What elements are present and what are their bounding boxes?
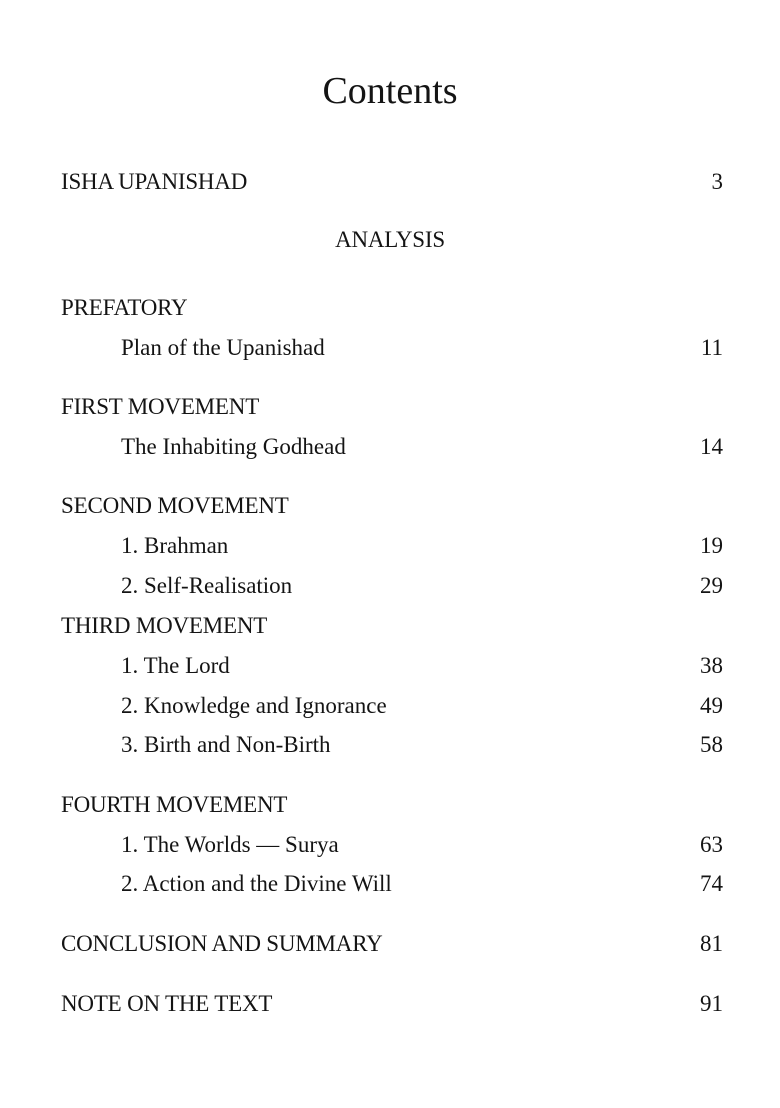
toc-label: 3. Birth and Non-Birth [121, 732, 331, 757]
toc-label: PREFATORY [61, 295, 188, 320]
toc-label: 2. Action and the Divine Will [121, 871, 392, 896]
toc-entry-isha-upanishad[interactable] [0, 166, 780, 198]
toc-label: FIRST MOVEMENT [61, 394, 260, 419]
section-heading-analysis: ANALYSIS [335, 227, 445, 252]
toc-page-number: 29 [700, 573, 723, 598]
toc-label: The Inhabiting Godhead [121, 434, 346, 459]
toc-entry-worlds-surya[interactable] [0, 829, 780, 861]
toc-entry-birth-non-birth[interactable] [0, 729, 780, 761]
toc-page-number: 3 [711, 169, 723, 194]
toc-page-number: 49 [700, 693, 723, 718]
toc-page-number: 74 [700, 871, 723, 896]
toc-label: NOTE ON THE TEXT [61, 991, 273, 1016]
page-title: Contents [322, 70, 458, 112]
toc-label: CONCLUSION AND SUMMARY [61, 931, 383, 956]
toc-entry-note-on-text[interactable] [0, 988, 780, 1020]
toc-label: ISHA UPANISHAD [61, 169, 248, 194]
toc-heading-first-movement [0, 391, 780, 423]
toc-page-number: 14 [700, 434, 723, 459]
toc-label: THIRD MOVEMENT [61, 613, 268, 638]
toc-label: 1. The Lord [121, 653, 230, 678]
toc-entry-the-lord[interactable] [0, 650, 780, 682]
toc-label: SECOND MOVEMENT [61, 493, 289, 518]
toc-page-number: 19 [700, 533, 723, 558]
toc-label: Plan of the Upanishad [121, 335, 325, 360]
toc-entry-self-realisation[interactable] [0, 570, 780, 602]
toc-page-number: 91 [700, 991, 723, 1016]
toc-heading-prefatory [0, 292, 780, 324]
toc-label: FOURTH MOVEMENT [61, 792, 288, 817]
toc-label: 2. Self-Realisation [121, 573, 293, 598]
toc-heading-second-movement [0, 490, 780, 522]
toc-entry-plan[interactable] [0, 332, 780, 364]
toc-page-number: 11 [700, 335, 723, 360]
toc-page-number: 63 [700, 832, 723, 857]
toc-entry-action-divine-will[interactable] [0, 868, 780, 900]
toc-heading-third-movement [0, 610, 780, 642]
toc-label: 1. The Worlds — Surya [121, 832, 339, 857]
toc-entry-brahman[interactable] [0, 530, 780, 562]
toc-entry-inhabiting-godhead[interactable] [0, 431, 780, 463]
toc-page-number: 58 [700, 732, 723, 757]
toc-heading-fourth-movement [0, 789, 780, 821]
toc-page-number: 38 [700, 653, 723, 678]
toc-entry-knowledge-ignorance[interactable] [0, 690, 780, 722]
toc-entry-conclusion-summary[interactable] [0, 928, 780, 960]
toc-page-number: 81 [700, 931, 723, 956]
toc-label: 2. Knowledge and Ignorance [121, 693, 387, 718]
toc-label: 1. Brahman [121, 533, 229, 558]
